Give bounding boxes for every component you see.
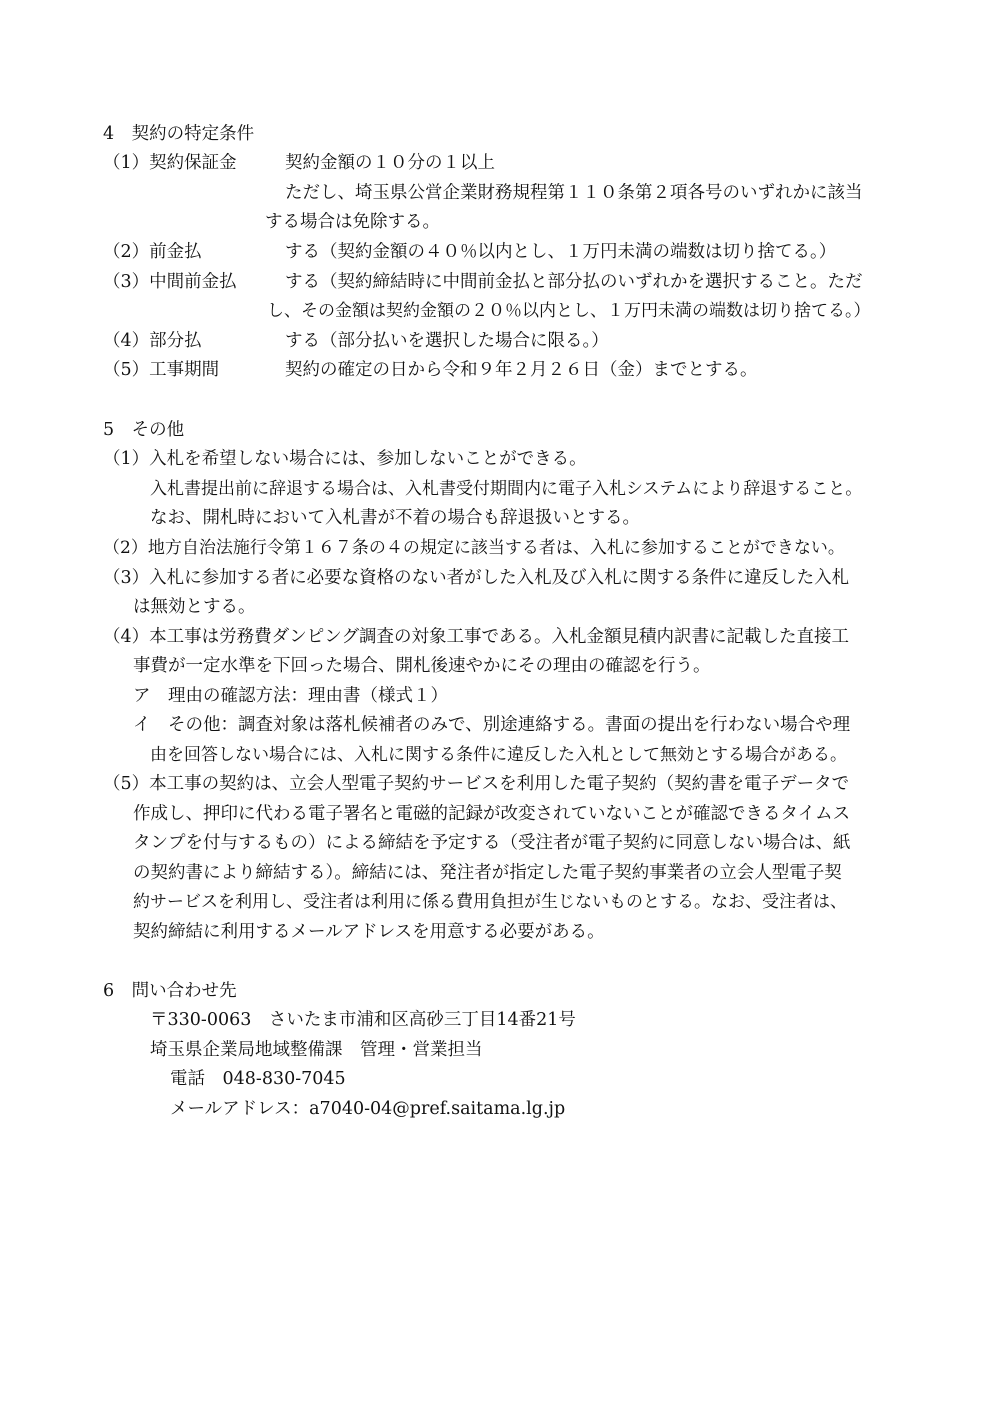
other-line-2: 入札書提出前に辞退する場合は、入札書受付期間内に電子入札システムにより辞退すること。 <box>150 479 863 499</box>
other-line-6: は無効とする。 <box>133 597 256 617</box>
section-6-heading: 6 問い合わせ先 <box>103 981 237 1001</box>
other-line-9: ア 理由の確認方法：理由書（様式１） <box>133 686 448 706</box>
other-line-12: （5）本工事の契約は、立会人型電子契約サービスを利用した電子契約（契約書を電子データで <box>103 774 850 794</box>
item-1-note-1: ただし、埼玉県公営企業財務規程第１１０条第２項各号のいずれかに該当 <box>285 183 863 203</box>
other-line-14: タンプを付与するもの）による締結を予定する（受注者が電子契約に同意しない場合は、紙 <box>133 833 851 853</box>
other-line-15: の契約書により締結する）。締結には、発注者が指定した電子契約事業者の立会人型電子契 <box>133 863 842 883</box>
section-5-heading: 5 その他 <box>103 420 185 440</box>
other-line-5: （3）入札に参加する者に必要な資格のない者がした入札及び入札に関する条件に違反した入札 <box>103 568 850 588</box>
item-1-text: 契約金額の１０分の１以上 <box>285 153 495 173</box>
other-line-17: 契約締結に利用するメールアドレスを用意する必要がある。 <box>133 922 605 942</box>
item-1-label: （1）契約保証金 <box>103 153 237 173</box>
other-line-13: 作成し、押印に代わる電子署名と電磁的記録が改変されていないことが確認できるタイムス <box>133 804 851 824</box>
item-4-text: する（部分払いを選択した場合に限る。） <box>285 331 609 351</box>
section-4-heading: 4 契約の特定条件 <box>103 124 255 144</box>
other-line-3: なお、開札時において入札書が不着の場合も辞退扱いとする。 <box>150 508 640 528</box>
contact-email: メールアドレス：a7040-04@pref.saitama.lg.jp <box>170 1099 566 1119</box>
item-5-text: 契約の確定の日から令和９年２月２６日（金）までとする。 <box>285 360 758 380</box>
item-2-text: する（契約金額の４０％以内とし、１万円未満の端数は切り捨てる。） <box>285 242 837 262</box>
other-line-8: 事費が一定水準を下回った場合、開札後速やかにその理由の確認を行う。 <box>133 656 711 676</box>
other-line-10: イ その他：調査対象は落札候補者のみで、別途連絡する。書面の提出を行わない場合や理 <box>133 715 851 735</box>
contact-address: 〒330-0063 さいたま市浦和区高砂三丁目14番21号 <box>150 1010 576 1030</box>
contact-phone: 電話 048-830-7045 <box>170 1069 346 1089</box>
item-4-label: （4）部分払 <box>103 331 202 351</box>
other-line-16: 約サービスを利用し、受注者は利用に係る費用負担が生じないものとする。なお、受注者は、 <box>133 892 847 912</box>
item-2-label: （2）前金払 <box>103 242 202 262</box>
item-1-note-2: する場合は免除する。 <box>265 212 440 232</box>
item-3-text-1: する（契約締結時に中間前金払と部分払のいずれかを選択すること。ただ <box>285 272 863 292</box>
other-line-11: 由を回答しない場合には、入札に関する条件に違反した入札として無効とする場合がある。 <box>150 745 847 765</box>
other-line-4: （2）地方自治法施行令第１６７条の４の規定に該当する者は、入札に参加することができない。 <box>103 538 845 558</box>
other-line-1: （1）入札を希望しない場合には、参加しないことができる。 <box>103 449 587 469</box>
contact-department: 埼玉県企業局地域整備課 管理・営業担当 <box>150 1040 483 1060</box>
item-5-label: （5）工事期間 <box>103 360 220 380</box>
item-3-label: （3）中間前金払 <box>103 272 237 292</box>
other-line-7: （4）本工事は労務費ダンピング調査の対象工事である。入札金額見積内訳書に記載した直接工 <box>103 627 849 647</box>
item-3-text-2: し、その金額は契約金額の２０％以内とし、１万円未満の端数は切り捨てる。） <box>267 301 871 321</box>
